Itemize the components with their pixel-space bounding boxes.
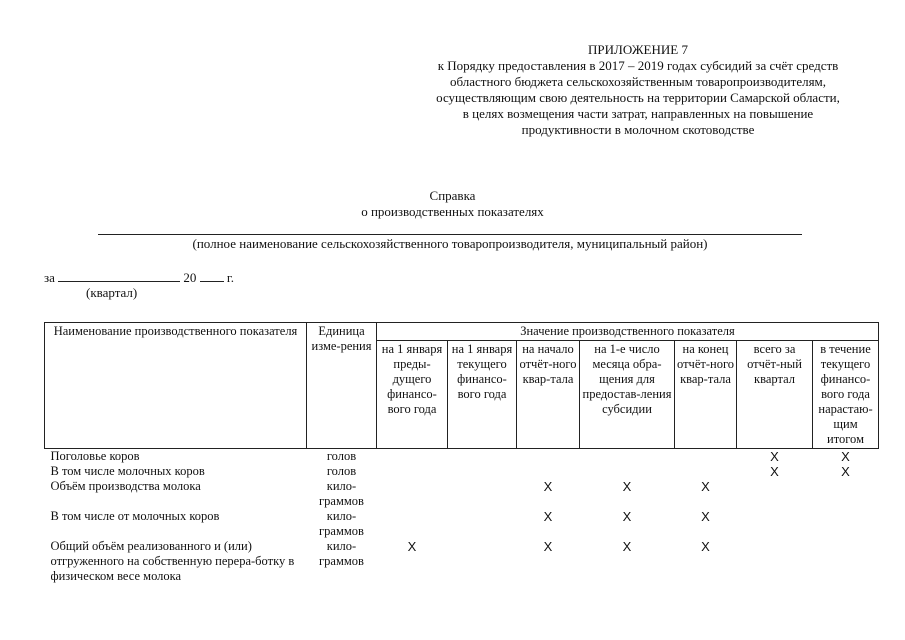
value-cell <box>813 539 879 584</box>
producer-name-line <box>98 234 802 235</box>
indicator-name: В том числе от молочных коров <box>50 509 220 523</box>
value-cell <box>737 539 813 584</box>
value-cell <box>377 464 448 479</box>
appendix-line: областного бюджета сельскохозяйственным товаропроизводителям, <box>449 74 827 89</box>
document-title: Справка <box>429 188 476 203</box>
indicator-name: Поголовье коров <box>50 449 140 463</box>
document-subtitle: о производственных показателях <box>361 204 544 219</box>
indicator-name: В том числе молочных коров <box>50 464 205 478</box>
value-cell <box>448 464 517 479</box>
value-cell <box>675 449 737 465</box>
value-cell <box>517 449 580 465</box>
value-cell: X <box>543 509 553 524</box>
value-cell: X <box>841 449 850 464</box>
period-line <box>44 269 234 286</box>
value-cell: X <box>622 539 632 554</box>
header-column: на 1 января преды-дущего финансо-вого года <box>377 341 448 449</box>
value-cell <box>813 509 879 539</box>
value-cell <box>813 479 879 509</box>
appendix-block <box>380 42 896 138</box>
year-suffix: г. <box>226 270 235 285</box>
value-cell <box>448 539 517 584</box>
producer-caption: (полное наименование сельскохозяйственного товаропроизводителя, муниципальный район) <box>192 236 708 251</box>
appendix-line: осуществляющим свою деятельность на территории Самарской области, <box>436 90 840 105</box>
header-indicator-name: Наименование производственного показателя <box>45 323 307 449</box>
appendix-line: к Порядку предоставления в 2017 – 2019 годах субсидий за счёт средств <box>437 58 839 73</box>
appendix-line: в целях возмещения части затрат, направленных на повышение <box>462 106 814 121</box>
value-cell <box>377 479 448 509</box>
value-cell: X <box>701 509 710 524</box>
table-row <box>45 539 879 584</box>
year-prefix: 20 <box>183 270 197 285</box>
period-prefix: за <box>44 270 55 285</box>
appendix-title: ПРИЛОЖЕНИЕ 7 <box>588 42 688 57</box>
value-cell <box>377 449 448 465</box>
value-cell: X <box>622 509 632 524</box>
header-column: на 1-е число месяца обра-щения для предостав-ления субсидии <box>580 341 675 449</box>
table-row <box>45 464 879 479</box>
table-row <box>45 479 879 509</box>
value-cell <box>377 509 448 539</box>
value-cell <box>448 509 517 539</box>
indicators-table <box>44 322 879 584</box>
table-row <box>45 449 879 465</box>
value-cell: X <box>701 539 710 554</box>
indicator-name: Общий объём реализованного и (или) отгруженного на собственную перера-ботку в физическом весе молока <box>50 539 295 583</box>
header-column: всего за отчёт-ный квартал <box>737 341 813 449</box>
indicator-unit: голов <box>326 449 357 463</box>
appendix-line: продуктивности в молочном скотоводстве <box>521 122 755 137</box>
table-row <box>45 509 879 539</box>
header-column: на 1 января текущего финансо-вого года <box>448 341 517 449</box>
value-cell: X <box>543 479 553 494</box>
value-cell <box>448 479 517 509</box>
quarter-blank <box>58 269 180 282</box>
header-column: на начало отчёт-ного квар-тала <box>517 341 580 449</box>
value-cell <box>737 479 813 509</box>
indicator-name: Объём производства молока <box>50 479 201 493</box>
indicator-unit: голов <box>326 464 357 478</box>
value-cell: X <box>770 464 779 479</box>
value-cell <box>675 464 737 479</box>
header-unit: Единица изме-рения <box>307 323 377 449</box>
indicator-unit: кило-граммов <box>319 539 364 568</box>
table-body <box>45 449 879 585</box>
value-cell <box>580 464 675 479</box>
value-cell <box>580 449 675 465</box>
value-cell: X <box>841 464 850 479</box>
value-cell <box>517 464 580 479</box>
header-column: на конец отчёт-ного квар-тала <box>675 341 737 449</box>
indicator-unit: кило-граммов <box>319 509 364 538</box>
year-blank <box>200 269 224 282</box>
value-cell: X <box>543 539 553 554</box>
header-column: в течение текущего финансо-вого года нарастаю-щим итогом <box>813 341 879 449</box>
header-value-group: Значение производственного показателя <box>377 323 879 341</box>
value-cell <box>448 449 517 465</box>
value-cell <box>737 509 813 539</box>
value-cell: X <box>701 479 710 494</box>
value-cell: X <box>770 449 779 464</box>
value-cell: X <box>622 479 632 494</box>
indicator-unit: кило-граммов <box>319 479 364 508</box>
value-cell: X <box>407 539 417 554</box>
quarter-caption: (квартал) <box>86 285 138 300</box>
